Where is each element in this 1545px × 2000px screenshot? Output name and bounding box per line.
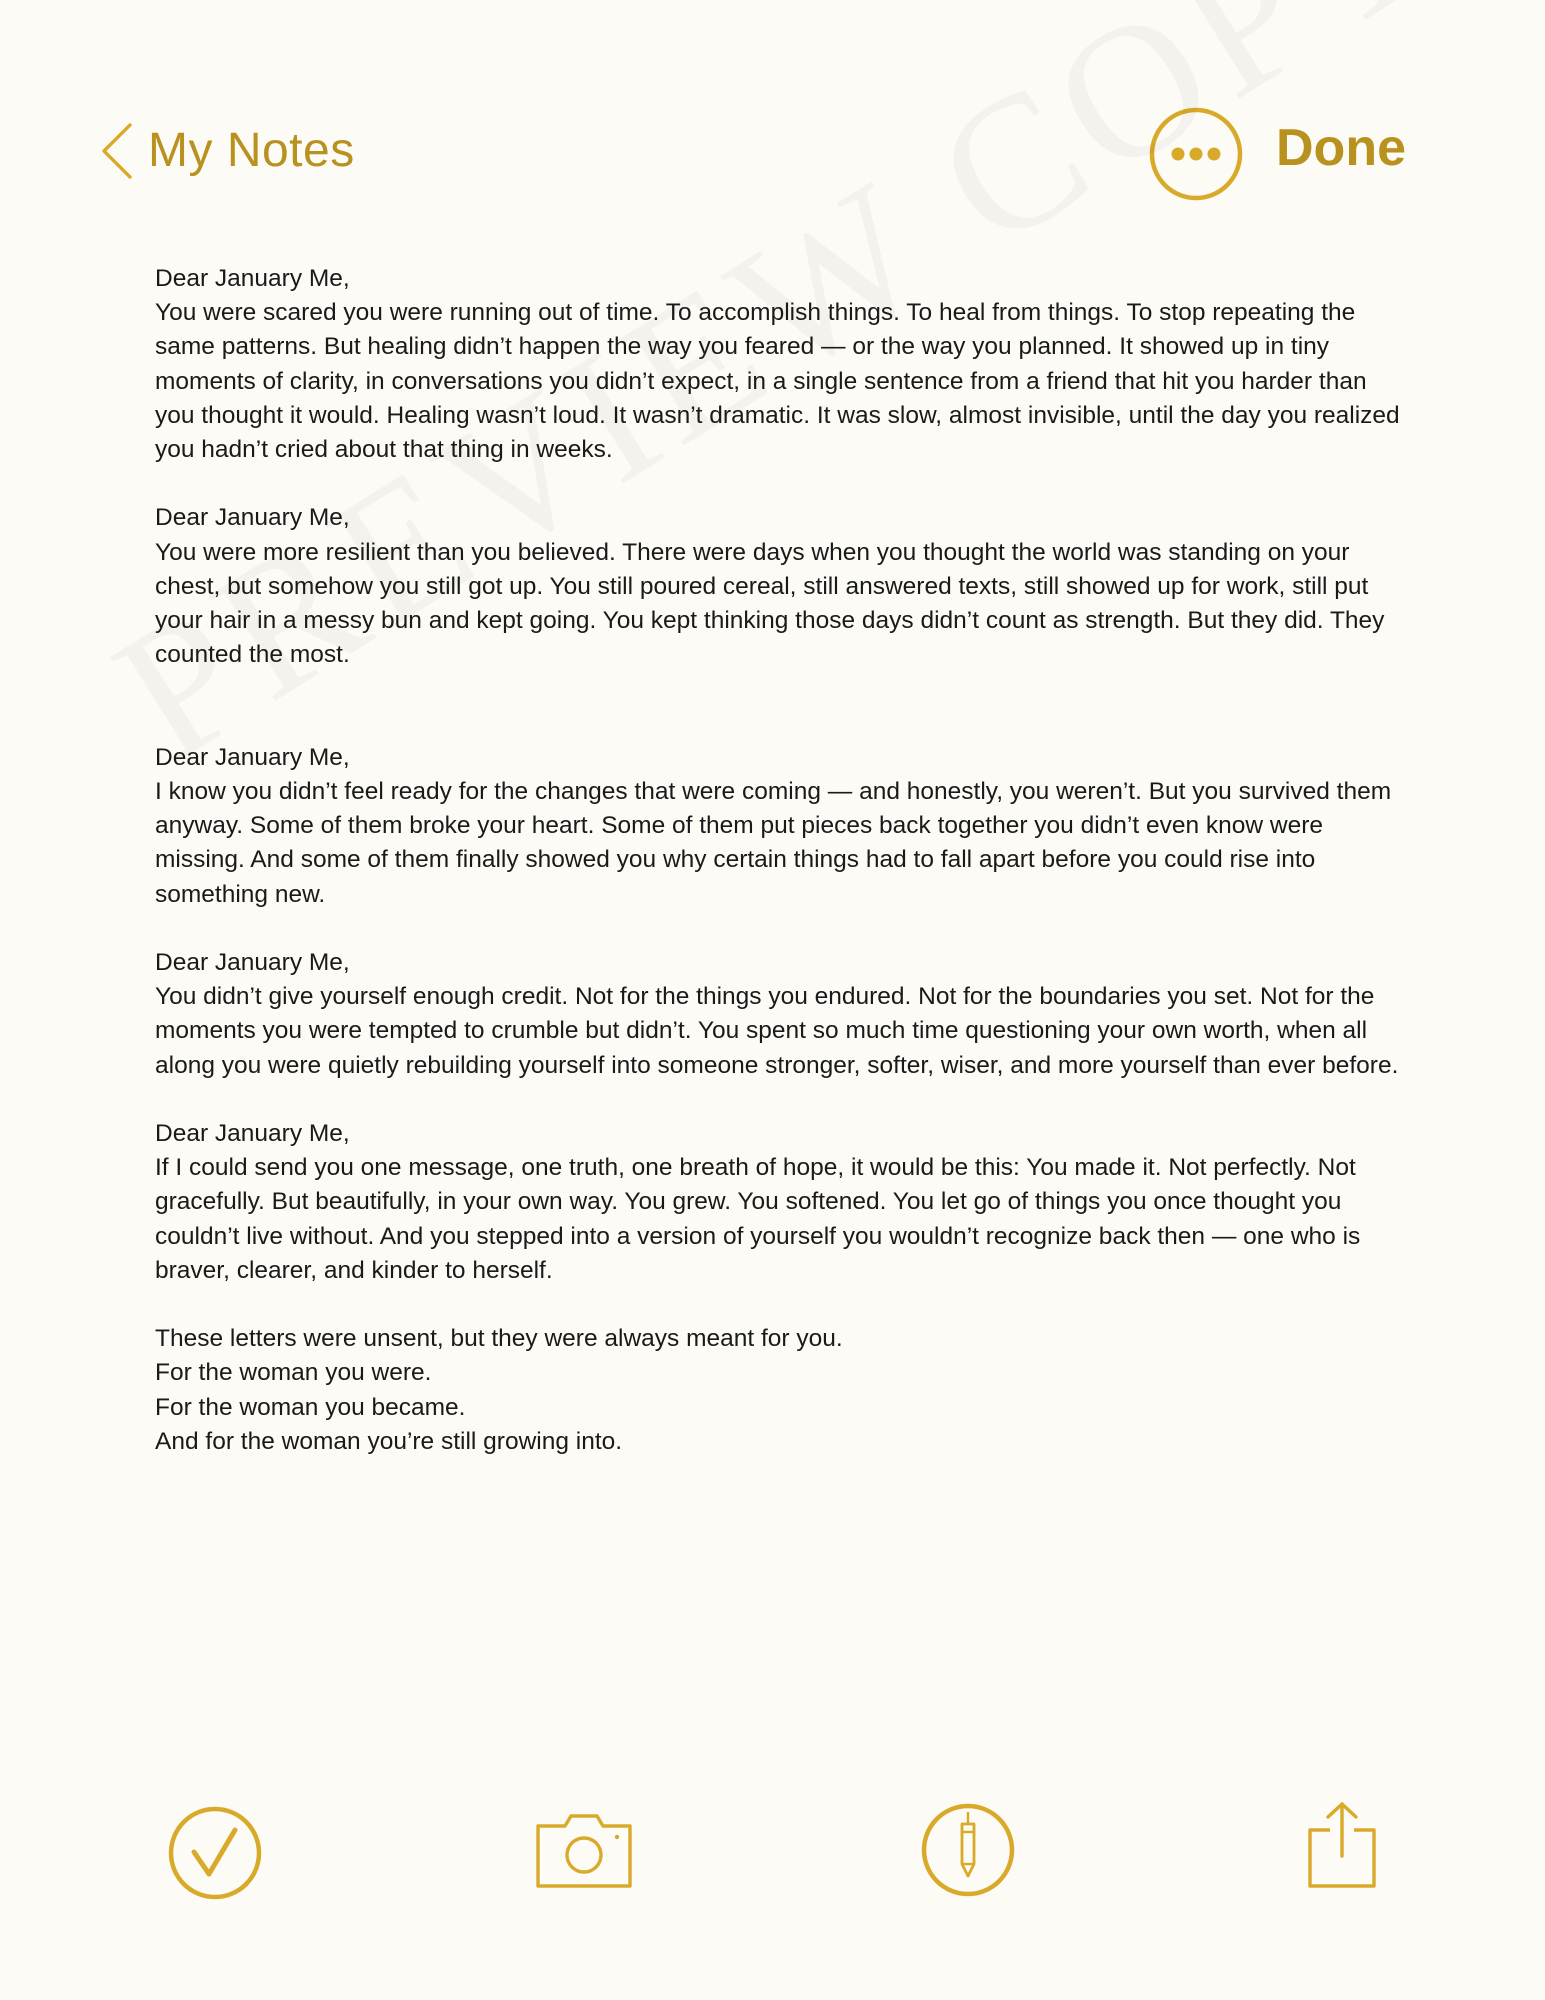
- letter: [155, 946, 1400, 1083]
- markup-button[interactable]: [920, 1802, 1016, 1898]
- closing-line: For the woman you became.: [155, 1393, 466, 1421]
- letter: [155, 1117, 1400, 1288]
- back-label: My Notes: [148, 124, 355, 177]
- letter-salutation: Dear January Me,: [155, 1120, 350, 1148]
- letter-body: I know you didn’t feel ready for the changes that were coming — and honestly, you weren’t. But you survived them anyway. Some of them broke your heart. Some of them put pieces back together you didn’t even know were missing. And some of them finally showed you why certain things had to fall apart before you could rise into something new.: [155, 778, 1392, 908]
- done-button[interactable]: Done: [1276, 119, 1406, 177]
- letter-body: You didn’t give yourself enough credit. Not for the things you endured. Not for the boundaries you set. Not for the moments you were tempted to crumble but didn’t. You spent so much time questioning your own worth, when all along you were quietly rebuilding yourself into someone stronger, softer, wiser, and more yourself than ever before.: [155, 983, 1399, 1079]
- checklist-icon: [167, 1805, 263, 1901]
- letter: [155, 501, 1400, 672]
- letter-salutation: Dear January Me,: [155, 743, 350, 771]
- more-button[interactable]: [1148, 106, 1244, 202]
- note-body[interactable]: [155, 262, 1400, 1459]
- checklist-button[interactable]: [167, 1805, 263, 1901]
- bottom-toolbar: [0, 1790, 1545, 1930]
- closing-lines: [155, 1322, 1400, 1459]
- letter-salutation: Dear January Me,: [155, 949, 350, 977]
- share-button[interactable]: [1306, 1800, 1378, 1890]
- closing-line: These letters were unsent, but they were always meant for you.: [155, 1325, 843, 1353]
- letter-salutation: Dear January Me,: [155, 504, 350, 532]
- chevron-left-icon: [100, 122, 134, 180]
- letter-salutation: Dear January Me,: [155, 265, 350, 292]
- more-ellipsis-icon: [1148, 106, 1244, 202]
- share-icon: [1306, 1800, 1378, 1890]
- camera-button[interactable]: [535, 1808, 633, 1890]
- navigation-bar: [0, 0, 1545, 220]
- closing-line: And for the woman you’re still growing into.: [155, 1427, 623, 1455]
- camera-icon: [535, 1808, 633, 1890]
- letter-body: You were more resilient than you believed. There were days when you thought the world was standing on your chest, but somehow you still got up. You still poured cereal, still answered texts, still showed up for work, still put your hair in a messy bun and kept going. You kept thinking those days didn’t count as strength. But they did. They counted the most.: [155, 538, 1385, 669]
- markup-pen-icon: [920, 1802, 1016, 1898]
- closing-line: For the woman you were.: [155, 1359, 432, 1387]
- letter-body: If I could send you one message, one truth, one breath of hope, it would be this: You made it. Not perfectly. Not gracefully. But beautifully, in your own way. You grew. You softened. You let go of things you once thought you couldn’t live without. And you stepped into a version of yourself you wouldn’t recognize back then — one who is braver, clearer, and kinder to herself.: [155, 1154, 1361, 1284]
- letter: [155, 741, 1400, 912]
- letter: [155, 262, 1400, 467]
- back-button[interactable]: [100, 122, 355, 180]
- letter-body: You were scared you were running out of time. To accomplish things. To heal from things. To stop repeating the same patterns. But healing didn’t happen the way you feared — or the way you planned. It showed up in tiny moments of clarity, in conversations you didn’t expect, in a single sentence from a friend that hit you harder than you thought it would. Healing wasn’t loud. It wasn’t dramatic. It was slow, almost invisible, until the day you realized you hadn’t cried about that thing in weeks.: [155, 299, 1400, 464]
